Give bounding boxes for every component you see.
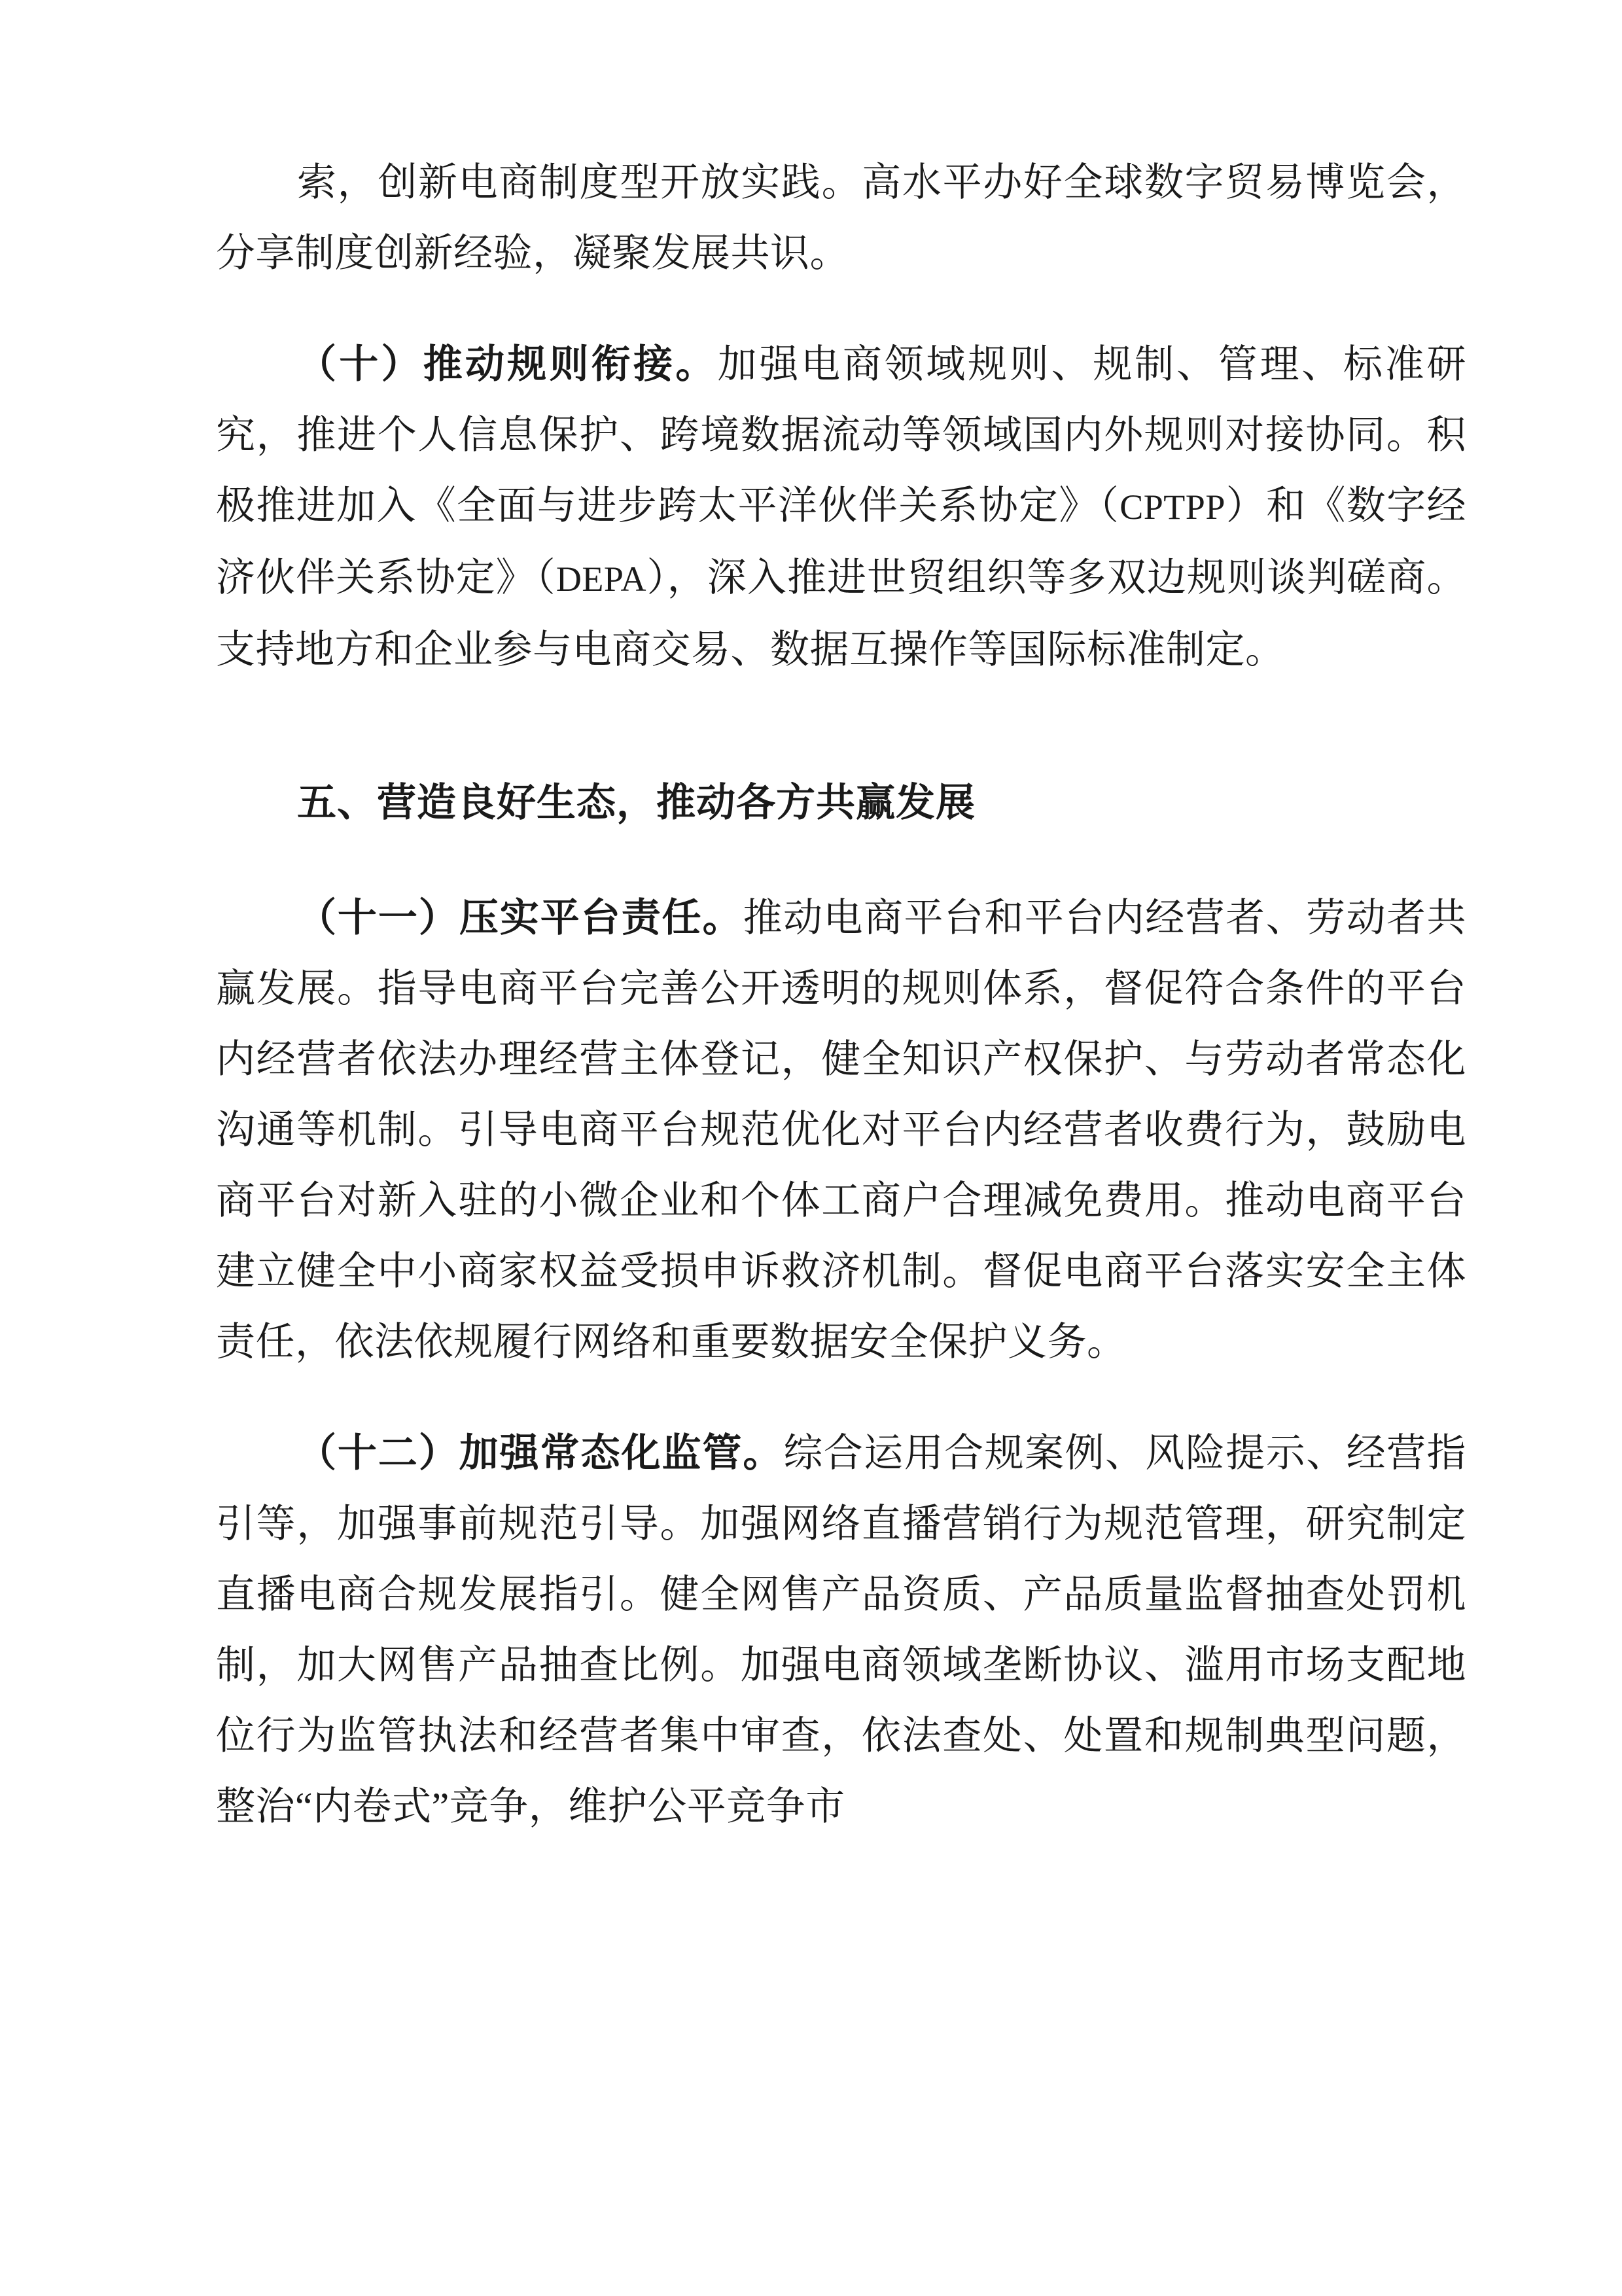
paragraph-spacer bbox=[216, 312, 1466, 329]
paragraph-continued: 索，创新电商制度型开放实践。高水平办好全球数字贸易博览会，分享制度创新经验，凝聚发展共识。 bbox=[216, 161, 1466, 275]
paragraph-item-11 bbox=[216, 883, 1466, 1377]
heading-section-five: 五、营造良好生态，推动各方共赢发展 bbox=[297, 781, 976, 824]
document-body bbox=[216, 147, 1466, 1842]
paragraph-item-10-latin-depa: DEPA bbox=[555, 559, 646, 599]
paragraph-item-10-lead: （十）推动规则衔接。 bbox=[297, 343, 718, 386]
heading-spacer bbox=[216, 709, 1466, 739]
paragraph-item-10-latin-cptpp: CPTPP bbox=[1120, 487, 1225, 527]
paragraph-item-10-text-c: ），深入推进世贸组织等多双边规则谈判磋商。支持地方和企业参与电商交易、数据互操作等国际标准制定。 bbox=[216, 556, 1467, 671]
paragraph-item-10-text-b: ）和《数字经济伙伴关系协定》（ bbox=[216, 484, 1467, 599]
paragraph-item-12-lead: （十二）加强常态化监管。 bbox=[297, 1432, 784, 1475]
paragraph-item-11-text: 推动电商平台和平台内经营者、劳动者共赢发展。指导电商平台完善公开透明的规则体系，督促符合条件的平台内经营者依法办理经营主体登记，健全知识产权保护、与劳动者常态化沟通等机制。引导电商平台规范优化对平台内经营者收费行为，鼓励电商平台对新入驻的小微企业和个体工商户合理减免费用。推动电商平台建立健全中小商家权益受损申诉救济机制。督促电商平台落实安全主体责任，依法依规履行网络和重要数据安全保护义务。 bbox=[216, 896, 1467, 1364]
paragraph-item-10 bbox=[216, 329, 1466, 685]
heading-bottom-spacer bbox=[216, 866, 1466, 883]
paragraph-item-10-text-a: 加强电商领域规则、规制、管理、标准研究，推进个人信息保护、跨境数据流动等领域国内外规则对接协同。积极推进加入《全面与进步跨太平洋伙伴关系协定》（ bbox=[216, 343, 1467, 527]
paragraph-spacer-2 bbox=[216, 1401, 1466, 1418]
paragraph-item-12-text: 综合运用合规案例、风险提示、经营指引等，加强事前规范引导。加强网络直播营销行为规范管理，研究制定直播电商合规发展指引。健全网售产品资质、产品质量监督抽查处罚机制，加大网售产品抽查比例。加强电商领域垄断协议、滥用市场支配地位行为监管执法和经营者集中审查，依法查处、处置和规制典型问题，整治“内卷式”竞争，维护公平竞争市 bbox=[216, 1432, 1467, 1828]
paragraph-item-11-lead: （十一）压实平台责任。 bbox=[297, 896, 743, 940]
paragraph-item-12 bbox=[216, 1418, 1466, 1842]
